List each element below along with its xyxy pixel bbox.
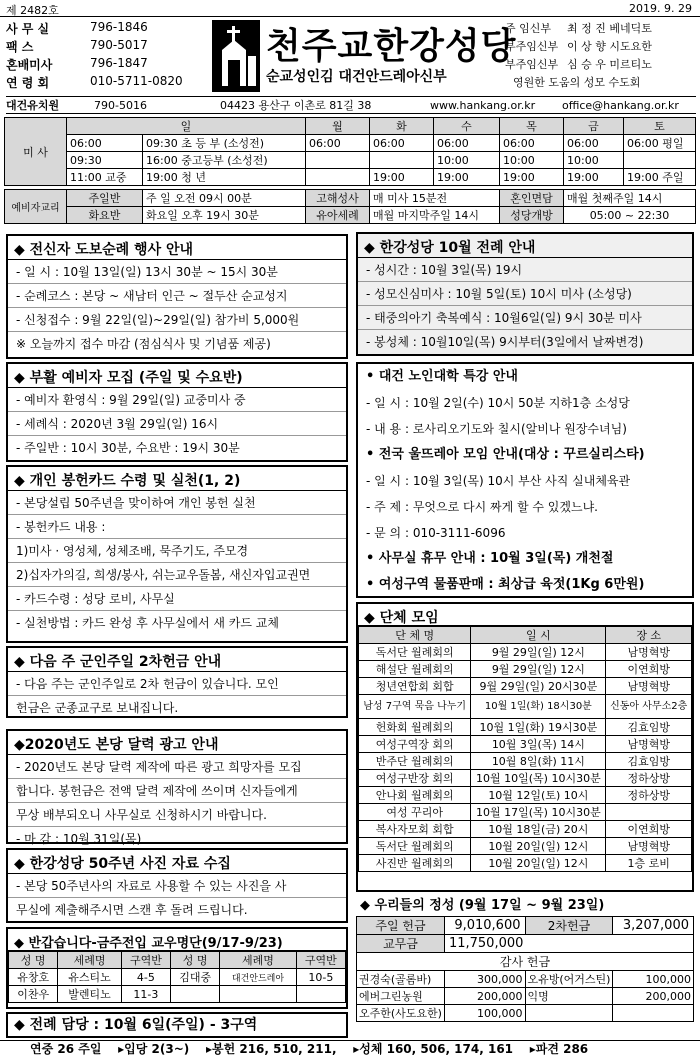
group-row: [359, 644, 692, 661]
edu-r2-c3: 매월 마지막주일 14시: [370, 207, 500, 224]
day-wed: 수: [434, 118, 500, 135]
offering-title: ◆ 우리들의 정성 (9월 17일 ~ 9월 23일): [360, 898, 605, 913]
group-row: [359, 787, 692, 804]
groups-box: [356, 602, 694, 892]
welcome-cell: 김대중: [171, 969, 220, 986]
military-line: 헌금은 군종교구로 보내집니다.: [16, 701, 179, 715]
group-row: [359, 719, 692, 736]
thanks-cell: 에버그린농원: [357, 988, 445, 1005]
address: 04423 용산구 이촌로 81길 38: [220, 99, 372, 112]
edu-r2-c4: 성당개방: [500, 207, 564, 224]
offering-table: [356, 916, 694, 1022]
thanks-cell: [525, 1005, 613, 1022]
church-logo: [212, 20, 260, 92]
contact-label: 혼배미사: [6, 58, 53, 72]
church-name: 천주교한강성당: [266, 25, 517, 67]
military-box: [6, 646, 348, 718]
welcome-cell: 4-5: [121, 969, 170, 986]
contact-value: 796-1847: [90, 56, 148, 70]
group-cell: 9월 29일(일) 12시: [471, 644, 606, 661]
thanks-cell: [613, 1005, 694, 1022]
clergy-name: 심 승 우 미르티노: [567, 58, 652, 71]
thanks-cell: 권경숙(골롬바): [357, 971, 445, 988]
clergy-row: [505, 38, 697, 56]
photo-title: ◆ 한강성당 50주년 사진 자료 수집: [8, 850, 346, 874]
mass-time-wed: 10:00: [434, 152, 500, 169]
mass-time-tue: 06:00: [370, 135, 434, 152]
welcome-row: [9, 969, 346, 986]
mass-time-sun1: 09:30: [67, 152, 143, 169]
edu-r1-c1: 주 일 오전 09시 00분: [143, 190, 306, 207]
card-line: - 본당설립 50주년을 맞이하여 개인 봉헌 실천: [8, 491, 346, 515]
pilgrimage-line: ※ 오늘까지 접수 마감 (점심식사 및 기념품 제공): [16, 337, 271, 351]
card-line: - 카드수령 : 성당 로비, 사무실: [8, 587, 346, 611]
notice-line: - 주 제 : 무엇으로 다시 짜게 할 수 있겠느냐.: [366, 500, 598, 514]
group-cell: 청년연합회 회합: [359, 678, 471, 695]
welcome-table: [8, 951, 346, 1003]
contact-row: [4, 38, 208, 56]
group-cell: 이연희방: [606, 821, 692, 838]
thanks-cell: 100,000: [613, 971, 694, 988]
welcome-cell: 발렌티노: [58, 986, 121, 1003]
welcome-header: 세례명: [220, 952, 296, 969]
mass-time-fri: 19:00: [564, 169, 624, 186]
edu-r2-c0: 화요반: [67, 207, 143, 224]
group-row: [359, 695, 692, 719]
header-divider: [0, 16, 700, 17]
footer-hymns: 연중 26 주일 ▸입당 2(3~) ▸봉헌 216, 510, 211, ▸성체 160, 506, 174, 161 ▸파견 286: [0, 1040, 700, 1058]
contact-label: 사 무 실: [6, 22, 50, 36]
liturgy-title: ◆ 한강성당 10월 전례 안내: [358, 234, 692, 258]
group-cell: [606, 804, 692, 821]
contact-value: 790-5017: [90, 38, 148, 52]
edu-r1-c3: 매 미사 15분전: [370, 190, 500, 207]
group-cell: 9월 29일(일) 20시30분: [471, 678, 606, 695]
clergy-list: [505, 20, 697, 92]
clergy-row: [505, 74, 697, 92]
mass-time-sun1: 06:00: [67, 135, 143, 152]
contact-value: 796-1846: [90, 20, 148, 34]
group-row: [359, 855, 692, 872]
notice-line: • 전국 울뜨레아 모임 안내(대상 : 꾸르실리스타): [366, 447, 645, 462]
mass-time-sun2: 09:30 초 등 부 (소성전): [143, 135, 306, 152]
pilgrimage-line: - 순례코스 : 본당 ~ 새남터 인근 ~ 절두산 순교성지: [8, 284, 346, 308]
issue-date: 2019. 9. 29: [629, 2, 692, 15]
contact-row: [4, 74, 208, 92]
group-row: [359, 804, 692, 821]
group-cell: 이연희방: [606, 661, 692, 678]
group-cell: 10월 12일(토) 10시: [471, 787, 606, 804]
issue-number: 제 2482호: [6, 4, 59, 17]
group-cell: 10월 17일(목) 10시30분: [471, 804, 606, 821]
mass-time-sun2: 19:00 청 년: [143, 169, 306, 186]
welcome-row: [9, 986, 346, 1003]
day-tue: 화: [370, 118, 434, 135]
pilgrimage-line: - 신청접수 : 9월 22일(일)~29일(일) 참가비 5,000원: [8, 308, 346, 332]
group-cell: 안나회 월례회의: [359, 787, 471, 804]
notice-line: - 일 시 : 10월 3일(목) 10시 부산 사직 실내체육관: [366, 474, 631, 488]
mass-time-thu: 19:00: [500, 169, 564, 186]
thanks-cell: 오주한(사도요한): [357, 1005, 445, 1022]
kindergarten-phone: 790-5016: [94, 99, 147, 112]
group-row: [359, 753, 692, 770]
group-row: [359, 770, 692, 787]
mass-time-mon: [306, 152, 370, 169]
mass-time-tue: 19:00: [370, 169, 434, 186]
clergy-name: 이 상 향 시도요한: [567, 40, 652, 53]
group-cell: 김효임방: [606, 753, 692, 770]
catechumen-line: - 주일반 : 10시 30분, 수요반 : 19시 30분: [16, 441, 240, 455]
catechumen-title: ◆ 부활 예비자 모집 (주일 및 수요반): [8, 364, 346, 388]
liturgy-line: - 성시간 : 10월 3일(목) 19시: [358, 258, 692, 282]
welcome-header: 성 명: [9, 952, 58, 969]
mass-time-wed: 19:00: [434, 169, 500, 186]
clergy-note: 영원한 도움의 성모 수도회: [513, 76, 641, 89]
mass-time-wed: 06:00: [434, 135, 500, 152]
edu-r1-c0: 주일반: [67, 190, 143, 207]
thanks-cell: 오유방(어거스틴): [525, 971, 613, 988]
group-cell: 남명혁방: [606, 678, 692, 695]
group-cell: 1층 로비: [606, 855, 692, 872]
patron-name: 순교성인김 대건안드레아신부: [266, 69, 447, 85]
welcome-cell: 10-5: [296, 969, 345, 986]
thanks-cell: 200,000: [613, 988, 694, 1005]
welcome-cell: 대건안드레아: [220, 969, 296, 986]
notice-line: • 대건 노인대학 특강 안내: [366, 369, 518, 384]
liturgy-line: - 봉성체 : 10월10일(목) 9시부터(3일에서 날짜변경): [366, 335, 644, 349]
contact-label: 팩 스: [6, 40, 34, 54]
website-link[interactable]: www.hankang.or.kr: [430, 99, 536, 112]
contact-row: [4, 20, 208, 38]
liturgy-line: - 태중의아기 축복예식 : 10월6일(일) 9시 30분 미사: [358, 306, 692, 330]
group-cell: 김효임방: [606, 719, 692, 736]
pilgrimage-box: [6, 234, 348, 359]
mass-schedule-table: [4, 117, 696, 224]
card-line: - 봉헌카드 내용 :: [8, 515, 346, 539]
liturgy-box: [356, 232, 694, 356]
mass-time-thu: 06:00: [500, 135, 564, 152]
clergy-row: [505, 56, 697, 74]
group-cell: 반주단 월례회의: [359, 753, 471, 770]
welcome-header: 세례명: [58, 952, 121, 969]
welcome-header: 구역반: [121, 952, 170, 969]
card-box: [6, 465, 348, 643]
group-cell: 신동아 사무소2층: [606, 695, 692, 719]
edu-r1-c4: 혼인면담: [500, 190, 564, 207]
photo-line: 무실에 제출해주시면 스캔 후 돌려 드립니다.: [16, 903, 248, 917]
notice-line: - 문 의 : 010-3111-6096: [366, 526, 506, 540]
welcome-cell: 11-3: [121, 986, 170, 1003]
clergy-name: 최 정 진 베네딕토: [567, 22, 652, 35]
contact-row: [4, 56, 208, 74]
calendar-line: 무상 배부되오니 사무실로 신청하시기 바랍니다.: [8, 803, 346, 827]
groups-header: 장 소: [606, 627, 692, 644]
clergy-role: 부주임신부: [505, 58, 559, 71]
welcome-cell: 유창호: [9, 969, 58, 986]
welcome-cell: 이찬우: [9, 986, 58, 1003]
kindergarten-label: 대건유치원: [6, 99, 60, 112]
group-row: [359, 821, 692, 838]
day-fri: 금: [564, 118, 624, 135]
groups-header: 일 시: [471, 627, 606, 644]
sunday-label: 주일 헌금: [357, 917, 445, 935]
calendar-line: 합니다. 봉헌금은 전액 달력 제작에 쓰이며 신자들에게: [8, 779, 346, 803]
edu-r2-c1: 화요일 오후 19시 30분: [143, 207, 306, 224]
contact-label: 연 령 회: [6, 76, 50, 90]
group-cell: 남명혁방: [606, 736, 692, 753]
notice-line: • 사무실 휴무 안내 : 10월 3일(목) 개천절: [366, 551, 614, 566]
group-cell: 복사자모회 회합: [359, 821, 471, 838]
edu-r2-c2: 유아세례: [306, 207, 370, 224]
mass-time-fri: 10:00: [564, 152, 624, 169]
edu-r1-c2: 고해성사: [306, 190, 370, 207]
photo-box: [6, 848, 348, 923]
duty-box: ◆ 전례 담당 : 10월 6일(주일) - 3구역: [6, 1012, 348, 1038]
edu-r2-c5: 05:00 ~ 22:30: [564, 207, 696, 224]
welcome-header: 구역반: [296, 952, 345, 969]
group-cell: 남명혁방: [606, 644, 692, 661]
email-link[interactable]: office@hankang.or.kr: [562, 99, 679, 112]
clergy-role: 부주임신부: [505, 40, 559, 53]
thanks-label: 감사 헌금: [357, 953, 694, 971]
group-cell: 독서단 월례회의: [359, 838, 471, 855]
group-cell: 헌화회 월례회의: [359, 719, 471, 736]
welcome-box: [6, 927, 348, 1009]
edu-label: 예비자교리: [5, 190, 67, 224]
groups-table: [358, 626, 692, 872]
offering-box: [356, 896, 694, 1038]
mass-time-tue: [370, 152, 434, 169]
group-cell: 남명혁방: [606, 838, 692, 855]
welcome-cell: [296, 986, 345, 1003]
contact-list: [4, 20, 208, 92]
card-line: 2)십자가의길, 희생/봉사, 쉬는교우돌봄, 새신자입교권면: [8, 563, 346, 587]
card-title: ◆ 개인 봉헌카드 수령 및 실천(1, 2): [8, 467, 346, 491]
mass-time-mon: [306, 169, 370, 186]
group-cell: 10월 3일(목) 14시: [471, 736, 606, 753]
group-cell: 정하상방: [606, 770, 692, 787]
thanks-cell: 100,000: [444, 1005, 525, 1022]
parish-amount: 11,750,000: [444, 935, 693, 953]
mass-time-fri: 06:00: [564, 135, 624, 152]
catechumen-line: - 세례식 : 2020년 3월 29일(일) 16시: [8, 412, 346, 436]
thanks-cell: 익명: [525, 988, 613, 1005]
day-sun: 일: [67, 118, 306, 135]
group-cell: 여성 꾸리아: [359, 804, 471, 821]
welcome-cell: [220, 986, 296, 1003]
mass-time-sun1: 11:00 교중: [67, 169, 143, 186]
mass-time-mon: 06:00: [306, 135, 370, 152]
group-row: [359, 678, 692, 695]
group-row: [359, 838, 692, 855]
mass-time-sat: 19:00 주일: [624, 169, 696, 186]
calendar-line: - 마 감 : 10월 31일(목): [16, 832, 142, 846]
pilgrimage-title: ◆ 전신자 도보순례 행사 안내: [8, 236, 346, 260]
mass-time-sun2: 16:00 중고등부 (소성전): [143, 152, 306, 169]
group-cell: 10월 1일(화) 18시30분: [471, 695, 606, 719]
thanks-row: [357, 988, 694, 1005]
calendar-title: ◆2020년도 본당 달력 광고 안내: [8, 731, 346, 755]
group-row: [359, 661, 692, 678]
group-cell: 10월 20일(일) 12시: [471, 855, 606, 872]
notice-line: - 내 용 : 로사리오기도와 칠시(알비나 원장수녀님): [366, 422, 627, 436]
group-cell: 여성구반장 회의: [359, 770, 471, 787]
mass-time-thu: 10:00: [500, 152, 564, 169]
sunday-amount: 9,010,600: [444, 917, 525, 935]
contact-value: 010-5711-0820: [90, 74, 183, 88]
mass-time-sat: 06:00 평일: [624, 135, 696, 152]
second-amount: 3,207,000: [613, 917, 694, 935]
catechumen-line: - 예비자 환영식 : 9월 29일(일) 교중미사 중: [8, 388, 346, 412]
clergy-row: [505, 20, 697, 38]
pilgrimage-line: - 일 시 : 10월 13일(일) 13시 30분 ~ 15시 30분: [8, 260, 346, 284]
clergy-role: 주 임신부: [505, 22, 552, 35]
military-title: ◆ 다음 주 군인주일 2차헌금 안내: [8, 648, 346, 672]
thanks-row: [357, 1005, 694, 1022]
group-cell: 독서단 월례회의: [359, 644, 471, 661]
address-bar: [6, 96, 696, 114]
card-line: 1)미사 · 영성체, 성체조배, 묵주기도, 주모경: [8, 539, 346, 563]
edu-r1-c5: 매월 첫째주일 14시: [564, 190, 696, 207]
group-cell: 9월 29일(일) 12시: [471, 661, 606, 678]
notice-line: - 일 시 : 10월 2일(수) 10시 50분 지하1층 소성당: [366, 396, 630, 410]
day-thu: 목: [500, 118, 564, 135]
thanks-row: [357, 971, 694, 988]
parish-label: 교무금: [357, 935, 445, 953]
day-mon: 월: [306, 118, 370, 135]
card-line: - 실천방법 : 카드 완성 후 사무실에서 새 카드 교체: [16, 616, 279, 630]
second-label: 2차헌금: [525, 917, 613, 935]
group-cell: 10월 10일(목) 10시30분: [471, 770, 606, 787]
thanks-cell: 300,000: [444, 971, 525, 988]
group-cell: 10월 18일(금) 20시: [471, 821, 606, 838]
welcome-header-row: [9, 952, 346, 969]
welcome-cell: 유스티노: [58, 969, 121, 986]
group-cell: 해설단 월례회의: [359, 661, 471, 678]
military-line: - 다음 주는 군인주일로 2차 헌금이 있습니다. 모인: [8, 672, 346, 696]
notices-box: [356, 362, 694, 598]
group-cell: 여성구역장 회의: [359, 736, 471, 753]
liturgy-line: - 성모신심미사 : 10월 5일(토) 10시 미사 (소성당): [358, 282, 692, 306]
welcome-header: 성 명: [171, 952, 220, 969]
calendar-box: [6, 729, 348, 844]
group-cell: 10월 1일(화) 19시30분: [471, 719, 606, 736]
notice-line: • 여성구역 물품판매 : 최상급 육젓(1Kg 6만원): [366, 577, 645, 592]
groups-header: 단 체 명: [359, 627, 471, 644]
catechumen-box: [6, 362, 348, 462]
calendar-line: - 2020년도 본당 달력 제작에 따른 광고 희망자를 모집: [8, 755, 346, 779]
mass-label: 미 사: [5, 118, 67, 186]
day-sat: 토: [624, 118, 696, 135]
photo-line: - 본당 50주년사의 자료로 사용할 수 있는 사진을 사: [8, 874, 346, 898]
groups-title: ◆ 단체 모임: [358, 604, 692, 626]
group-row: [359, 736, 692, 753]
groups-header-row: [359, 627, 692, 644]
welcome-cell: [171, 986, 220, 1003]
mass-time-sat: [624, 152, 696, 169]
group-cell: 사진반 월례회의: [359, 855, 471, 872]
welcome-title: ◆ 반갑습니다-금주전입 교우명단(9/17-9/23): [8, 929, 346, 951]
group-cell: 정하상방: [606, 787, 692, 804]
group-cell: 10월 20일(일) 12시: [471, 838, 606, 855]
group-cell: 10월 8일(화) 11시: [471, 753, 606, 770]
thanks-cell: 200,000: [444, 988, 525, 1005]
group-cell: 남성 7구역 묵음 나누기: [359, 695, 471, 719]
